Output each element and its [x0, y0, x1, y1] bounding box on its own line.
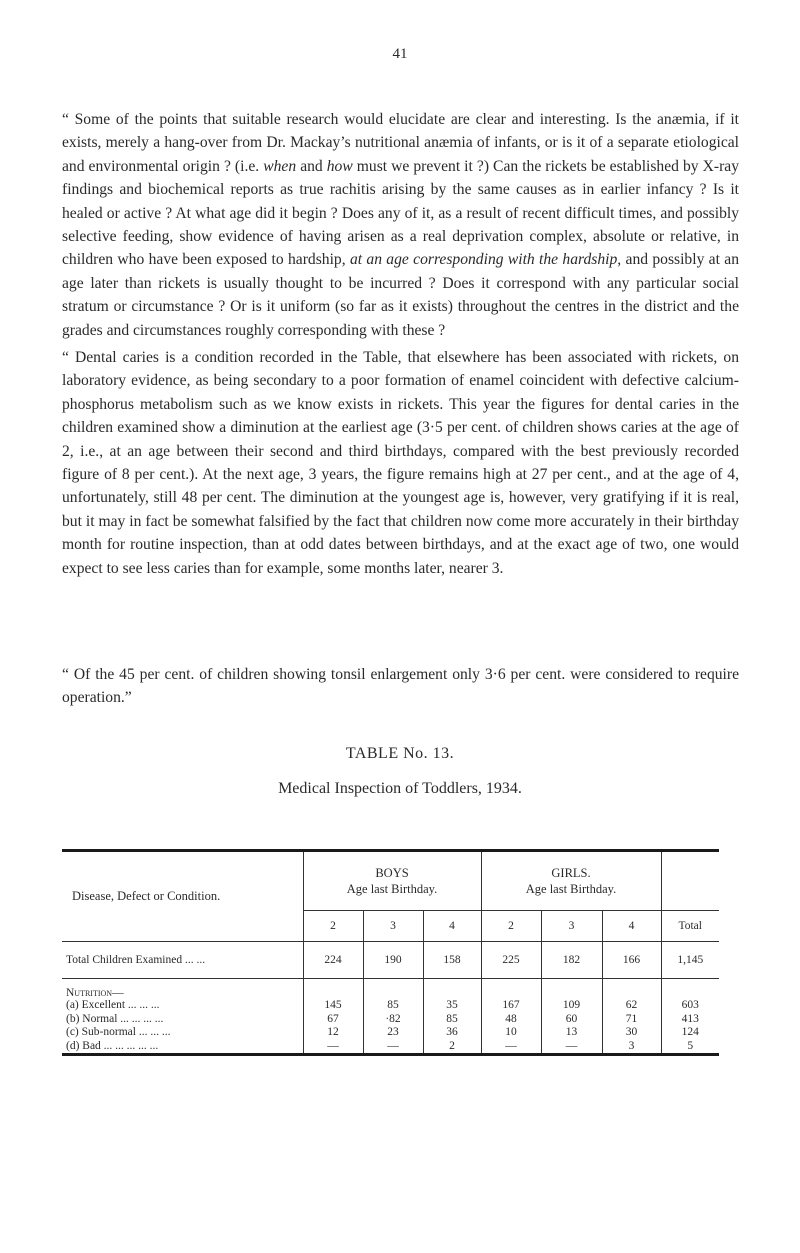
p1-italic-how: how: [326, 157, 353, 175]
row-label: (d) Bad ... ... ... ... ...: [66, 1039, 159, 1052]
header-age-boys-4: 4: [423, 911, 481, 942]
cell: 167: [481, 999, 541, 1013]
cell: 35: [423, 999, 481, 1013]
cell: ·82: [363, 1013, 423, 1027]
page-number: 41: [392, 46, 408, 62]
header-age-girls-4: 4: [602, 911, 661, 942]
row-label: (b) Normal ... ... ... ...: [66, 1012, 164, 1025]
header-age-girls-2: 2: [481, 911, 541, 942]
cell: 71: [602, 1013, 661, 1027]
cell: —: [363, 1040, 423, 1055]
cell: 124: [661, 1026, 719, 1040]
table-row: [62, 1026, 719, 1040]
cell: —: [481, 1040, 541, 1055]
p1-italic-hardship: at an age corresponding with the hardship,: [349, 251, 622, 269]
cell: 225: [481, 942, 541, 979]
cell: 67: [303, 1013, 363, 1027]
cell: 145: [303, 999, 363, 1013]
table-row: [62, 999, 719, 1013]
table-row: [62, 1040, 719, 1055]
header-girls-title: GIRLS.: [551, 866, 591, 880]
row-label: Total Children Examined ... ...: [62, 942, 303, 979]
cell: 13: [541, 1026, 602, 1040]
header-age-boys-3: 3: [363, 911, 423, 942]
cell: 5: [661, 1040, 719, 1055]
header-boys: [303, 851, 481, 911]
cell: 23: [363, 1026, 423, 1040]
cell: 224: [303, 942, 363, 979]
cell: 1,145: [661, 942, 719, 979]
cell: —: [303, 1040, 363, 1055]
header-boys-sub: Age last Birthday.: [346, 882, 438, 896]
paragraph-dental-caries: “ Dental caries is a condition recorded in the Table, that elsewhere has been associated with rickets, on laboratory evidence, as being secondary to a poor formation of enamel coincident with defective calcium-phosphorus metabolism such as we know exists in rickets. This year the figures for dental caries in the children examined show a diminution at the earliest age (3·5 per cent. of children shows caries at the age of 2, i.e., at an age between their second and third birthdays, compared with the best previously recorded figure of 8 per cent.). At the next age, 3 years, the figure remains high at 27 per cent., and at the age of 4, unfortunately, still 48 per cent. The diminution at the youngest age is, however, very gratifying if it is real, but it may in fact be somewhat falsified by the fact that children now come more accurately in their birthday month for routine inspection, than at odd dates between birthdays, and at the exact age of two, one would expect to see less caries than for example, some months later, nearer 3.: [62, 349, 739, 577]
cell: 10: [481, 1026, 541, 1040]
p1-text-a: “ Some of the points that suitable research would elucidate are clear and interesting. Is the anæmia, if it exists, merely a hang-over from Dr. Mackay’s nutritional anæmia of infants, or is it of a separate etiological and environmental origin ? (i.e.: [62, 111, 739, 175]
row-label: (c) Sub-normal ... ... ...: [66, 1026, 171, 1038]
header-age-boys-2: 2: [303, 911, 363, 942]
paragraph-research-questions: [62, 108, 739, 342]
cell: 12: [303, 1026, 363, 1040]
cell: 30: [602, 1026, 661, 1040]
section-label: Nutrition—: [62, 979, 303, 1000]
table-row-section: [62, 979, 719, 1000]
p1-text-b: and: [300, 157, 323, 175]
cell: 182: [541, 942, 602, 979]
table-subtitle: Medical Inspection of Toddlers, 1934.: [278, 780, 522, 797]
cell: 36: [423, 1026, 481, 1040]
paragraph-tonsil: “ Of the 45 per cent. of children showing tonsil enlargement only 3·6 per cent. were considered to require operation.”: [62, 666, 739, 707]
table-row-total: [62, 942, 719, 979]
cell: 62: [602, 999, 661, 1013]
cell: 413: [661, 1013, 719, 1027]
row-label: (a) Excellent ... ... ...: [66, 999, 160, 1011]
header-disease: Disease, Defect or Condition.: [72, 889, 221, 903]
table-title: TABLE No. 13.: [345, 745, 455, 762]
cell: 3: [602, 1040, 661, 1055]
header-age-girls-3: 3: [541, 911, 602, 942]
toddlers-inspection-table: [62, 849, 719, 1056]
cell: 85: [363, 999, 423, 1013]
header-girls: [481, 851, 661, 911]
cell: 85: [423, 1013, 481, 1027]
header-total: Total: [661, 911, 719, 942]
cell: 109: [541, 999, 602, 1013]
p1-text-c: must we prevent it ?) Can the rickets be established by X-ray findings and biochemical reports as true rachitis arising by the same causes as in earlier infancy ? Is it healed or active ? At what age did it begin ? Does any of it, as a result of recent difficult times, and possibly selective feeding, show evidence of having arisen as a real deprivation complex, absolute or relative, in children who have been exposed to hardship,: [62, 157, 739, 269]
cell: 158: [423, 942, 481, 979]
header-girls-sub: Age last Birthday.: [525, 882, 617, 896]
cell: 48: [481, 1013, 541, 1027]
cell: —: [541, 1040, 602, 1055]
cell: 603: [661, 999, 719, 1013]
header-total-spacer: [661, 851, 719, 911]
cell: 2: [423, 1040, 481, 1055]
p1-italic-when: when: [263, 157, 297, 175]
header-boys-title: BOYS: [375, 866, 409, 880]
cell: 60: [541, 1013, 602, 1027]
cell: 190: [363, 942, 423, 979]
table-row: [62, 1013, 719, 1027]
p1-text-d: and possibly at an age later than rickets is usually thought to be incurred ? Does it correspond with any particular social stratum or circumstance ? Or is it uniform (so far as it exists) throughout the centres in the district and the grades and circumstances roughly corresponding with these ?: [62, 251, 739, 339]
cell: 166: [602, 942, 661, 979]
